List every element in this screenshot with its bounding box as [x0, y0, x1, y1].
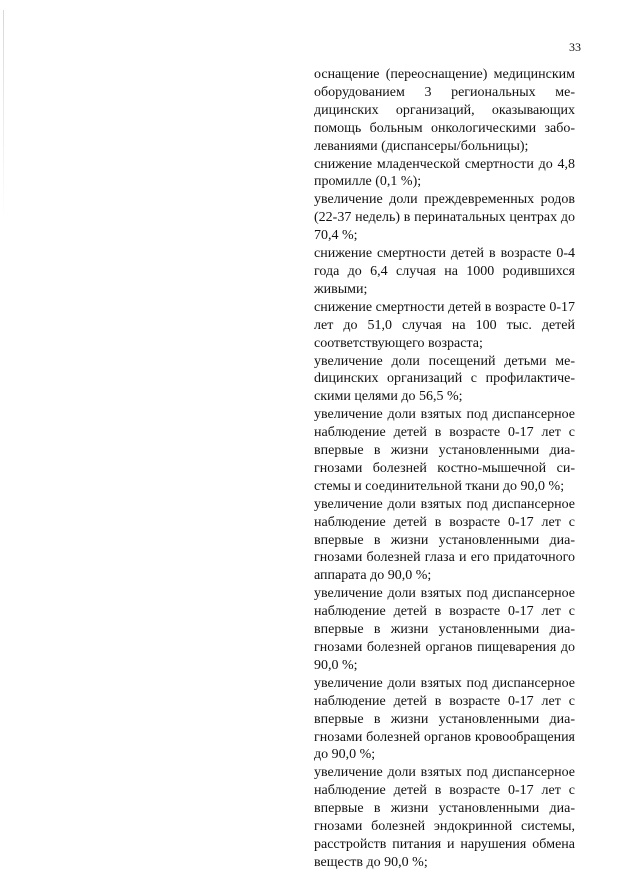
page-number: 33 — [569, 40, 581, 54]
list-item: увеличение доли взятых под диспансерное наблюдение детей в возрасте 0-17 лет с впервые в жизни установленными диагнозами болезней органов кровообращения до 90,0 %; — [314, 675, 575, 763]
list-item: увеличение доли преждевременных родов (22-37 недель) в перинатальных центрах до 70,4 %; — [314, 192, 575, 244]
list-item: снижение смертности детей в возрасте 0-17 лет до 51,0 случая на 100 тыс. детей соответствующего возраста; — [314, 299, 575, 351]
list-item: увеличение доли взятых под диспансерное наблюдение детей в возрасте 0-17 лет с впервые в жизни установленными диагнозами болезней глаза и его придаточного аппарата до 90,0 %; — [314, 496, 575, 584]
list-item: снижение смертности детей в возрасте 0-4 года до 6,4 случая на 1000 родившихся живыми; — [314, 246, 575, 297]
text-column — [314, 66, 575, 872]
list-item: увеличение доли посещений детьми меdицинских организаций с профилактическими целями до 56,5 %; — [314, 353, 575, 405]
scan-edge-mark — [3, 10, 4, 220]
list-item: увеличение доли взятых под диспансерное наблюдение детей в возрасте 0-17 лет с впервые в жизни установленными диагнозами болезней эндокринной системы, расстройств питания и нарушения обмена веществ до 90,0 %; — [314, 765, 575, 870]
list-item: увеличение доли взятых под диспансерное наблюдение детей в возрасте 0-17 лет с впервые в жизни установленными диагнозами болезней костно-мышечной системы и соединительной ткани до 90,0 %; — [314, 407, 575, 494]
list-item: снижение младенческой смертности до 4,8 промилле (0,1 %); — [314, 156, 575, 190]
list-item: оснащение (переоснащение) медицинским оборудованием 3 региональных медицинских организаций, оказывающих помощь больным онкологическими заболеваниями (диспансеры/больницы); — [314, 67, 575, 154]
list-item: увеличение доли взятых под диспансерное наблюдение детей в возрасте 0-17 лет с впервые в жизни установленными диагнозами болезней органов пищеварения до 90,0 %; — [314, 586, 575, 673]
